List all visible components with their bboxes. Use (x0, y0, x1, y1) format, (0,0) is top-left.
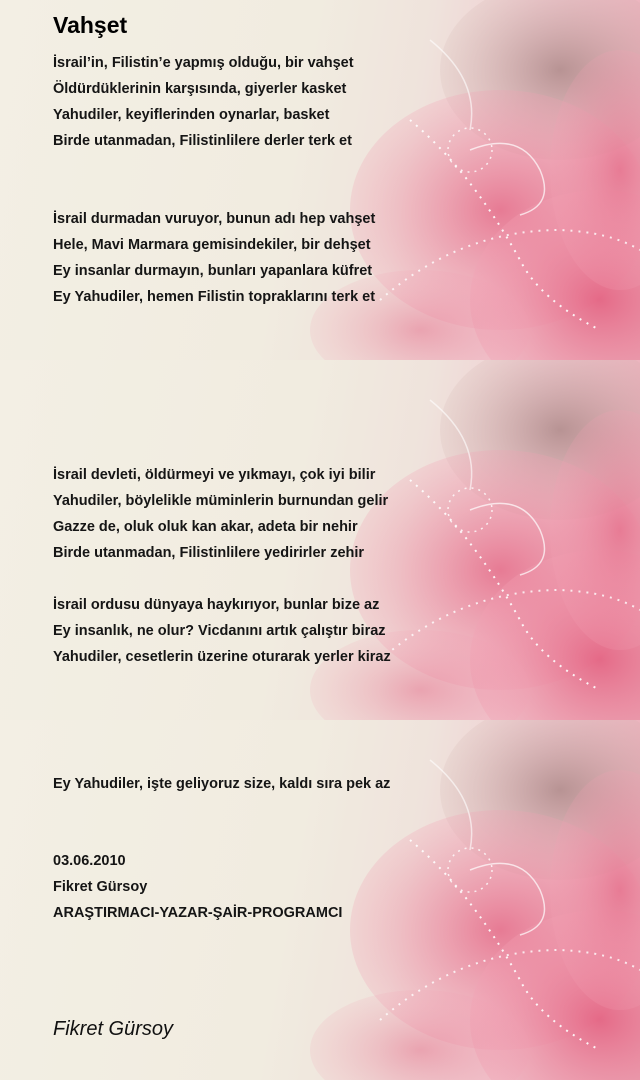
poem-line: Öldürdüklerinin karşısında, giyerler kasket (53, 81, 347, 97)
poem-line: Yahudiler, böylelikle müminlerin burnundan gelir (53, 493, 389, 509)
poem-line: Yahudiler, keyiflerinden oynarlar, basket (53, 107, 330, 123)
poem-line: İsrail durmadan vuruyor, bunun adı hep vahşet (53, 211, 376, 227)
poem-author: Fikret Gürsoy (53, 879, 148, 895)
poem-author-title: ARAŞTIRMACI-YAZAR-ŞAİR-PROGRAMCI (53, 905, 343, 921)
poem-title: Vahşet (53, 12, 128, 38)
poem-line: Ey Yahudiler, işte geliyoruz size, kaldı sıra pek az (53, 776, 391, 792)
background-panel-2 (0, 360, 640, 720)
floral-decoration (0, 0, 640, 360)
poem-line: İsrail’in, Filistin’e yapmış olduğu, bir vahşet (53, 55, 354, 71)
poem-line: Ey insanlık, ne olur? Vicdanını artık çalıştır biraz (53, 623, 386, 639)
background-panel-1 (0, 0, 640, 360)
poem-line: Birde utanmadan, Filistinlilere derler terk et (53, 133, 352, 149)
poem-line: Birde utanmadan, Filistinlilere yedirirler zehir (53, 545, 365, 561)
poem-line: Ey insanlar durmayın, bunları yapanlara küfret (53, 263, 373, 279)
poem-line: Yahudiler, cesetlerin üzerine oturarak yerler kiraz (53, 649, 391, 665)
poem-date: 03.06.2010 (53, 853, 126, 869)
author-signature: Fikret Gürsoy (53, 1018, 174, 1040)
poem-line: Hele, Mavi Marmara gemisindekiler, bir dehşet (53, 237, 371, 253)
poem-line: İsrail ordusu dünyaya haykırıyor, bunlar bize az (53, 597, 380, 613)
poem-line: Ey Yahudiler, hemen Filistin topraklarını terk et (53, 289, 376, 305)
poem-line: İsrail devleti, öldürmeyi ve yıkmayı, çok iyi bilir (53, 467, 376, 483)
floral-decoration (0, 360, 640, 720)
poem-line: Gazze de, oluk oluk kan akar, adeta bir nehir (53, 519, 358, 535)
